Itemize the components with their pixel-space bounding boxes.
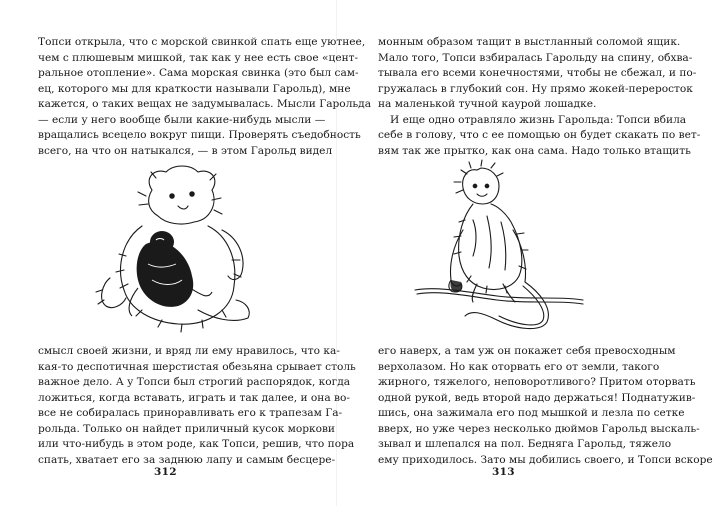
text-line: всего, на что он натыкался, — в этом Гарольд видел — [38, 144, 333, 157]
text-line: ец, которого мы для краткости называли Гарольд), мне — [38, 82, 351, 95]
right-page — [337, 0, 713, 506]
text-line: все не собиралась приноравливать его к трапезам Га- — [38, 407, 343, 419]
text-line: тывала его всеми конечностями, чтобы не сбежал, и по- — [378, 67, 697, 79]
text-line: жирного, тяжелого, неповоротливого? Притом оторвать — [378, 376, 696, 388]
right-page-bottom-paragraph — [378, 344, 713, 468]
text-line: Мало того, Топси взбиралась Гарольду на спину, обхва- — [378, 51, 693, 64]
text-line: важное дело. А у Топси был строгий распорядок, когда — [38, 376, 351, 388]
text-line: шись, она зажимала его под мышкой и лезла по сетке — [378, 407, 685, 419]
text-line: монным образом тащит в выстланный соломой ящик. — [378, 36, 681, 48]
left-page-top-paragraph — [38, 35, 372, 159]
text-line: его наверх, а там уж он покажет себя превосходным — [378, 345, 676, 357]
right-page-top-paragraph — [378, 35, 701, 159]
text-line: ему приходилось. Зато мы добились своего, и Топси вскоре — [378, 453, 713, 466]
text-line: спать, хватает его за заднюю лапу и самым бесцере- — [38, 453, 336, 466]
monkey-with-teddy-bear-illustration — [82, 160, 260, 338]
text-line: И еще одно отравляло жизнь Гарольда: Топси вбила — [390, 113, 687, 126]
text-line: или что-нибудь в этом роде, как Топси, решив, что пора — [38, 438, 355, 450]
text-line: ложиться, когда вставать, играть и так далее, и она во- — [38, 391, 350, 404]
monkey-on-branch-illustration — [407, 160, 597, 340]
text-line: на маленькой тучной каурой лошадке. — [378, 98, 597, 110]
text-line: себе в голову, что с ее помощью он будет скакать по вет- — [378, 129, 701, 141]
text-line: верхолазом. Но как оторвать его от земли, такого — [378, 360, 660, 373]
text-line: вям так же прытко, как она сама. Надо только втащить — [378, 144, 691, 157]
text-line: одной рукой, ведь второй надо держаться! Поднатужив- — [378, 391, 696, 404]
text-line: рольда. Только он найдет приличный кусок моркови — [38, 422, 335, 435]
text-line: зывал и шлепался на пол. Бедняга Гарольд, тяжело — [378, 438, 672, 450]
text-line: ральное отопление». Сама морская свинка (это был сам- — [38, 67, 359, 79]
text-line: кажется, о таких вещах не задумывалась. Мысли Гарольда — [38, 98, 372, 110]
text-line: гружалась в глубокий сон. Ну прямо жокей-переросток — [378, 82, 693, 95]
left-page-bottom-paragraph — [38, 344, 356, 468]
text-line: чем с плюшевым мишкой, так как у нее есть свое «цент- — [38, 51, 359, 64]
page-number: 313 — [492, 466, 515, 478]
page-number: 312 — [154, 466, 177, 478]
text-line: — если у него вообще были какие-нибудь мысли — — [38, 113, 326, 126]
text-line: вращались всецело вокруг пищи. Проверять съедобность — [38, 129, 361, 141]
text-line: кая-то деспотичная шерстистая обезьяна срывает столь — [38, 360, 356, 373]
text-line: смысл своей жизни, и вряд ли ему нравилось, что ка- — [38, 345, 340, 357]
text-line: Топси открыла, что с морской свинкой спать еще уютнее, — [38, 36, 366, 48]
text-line: вверх, но уже через несколько дюймов Гарольд выскаль- — [378, 422, 700, 435]
